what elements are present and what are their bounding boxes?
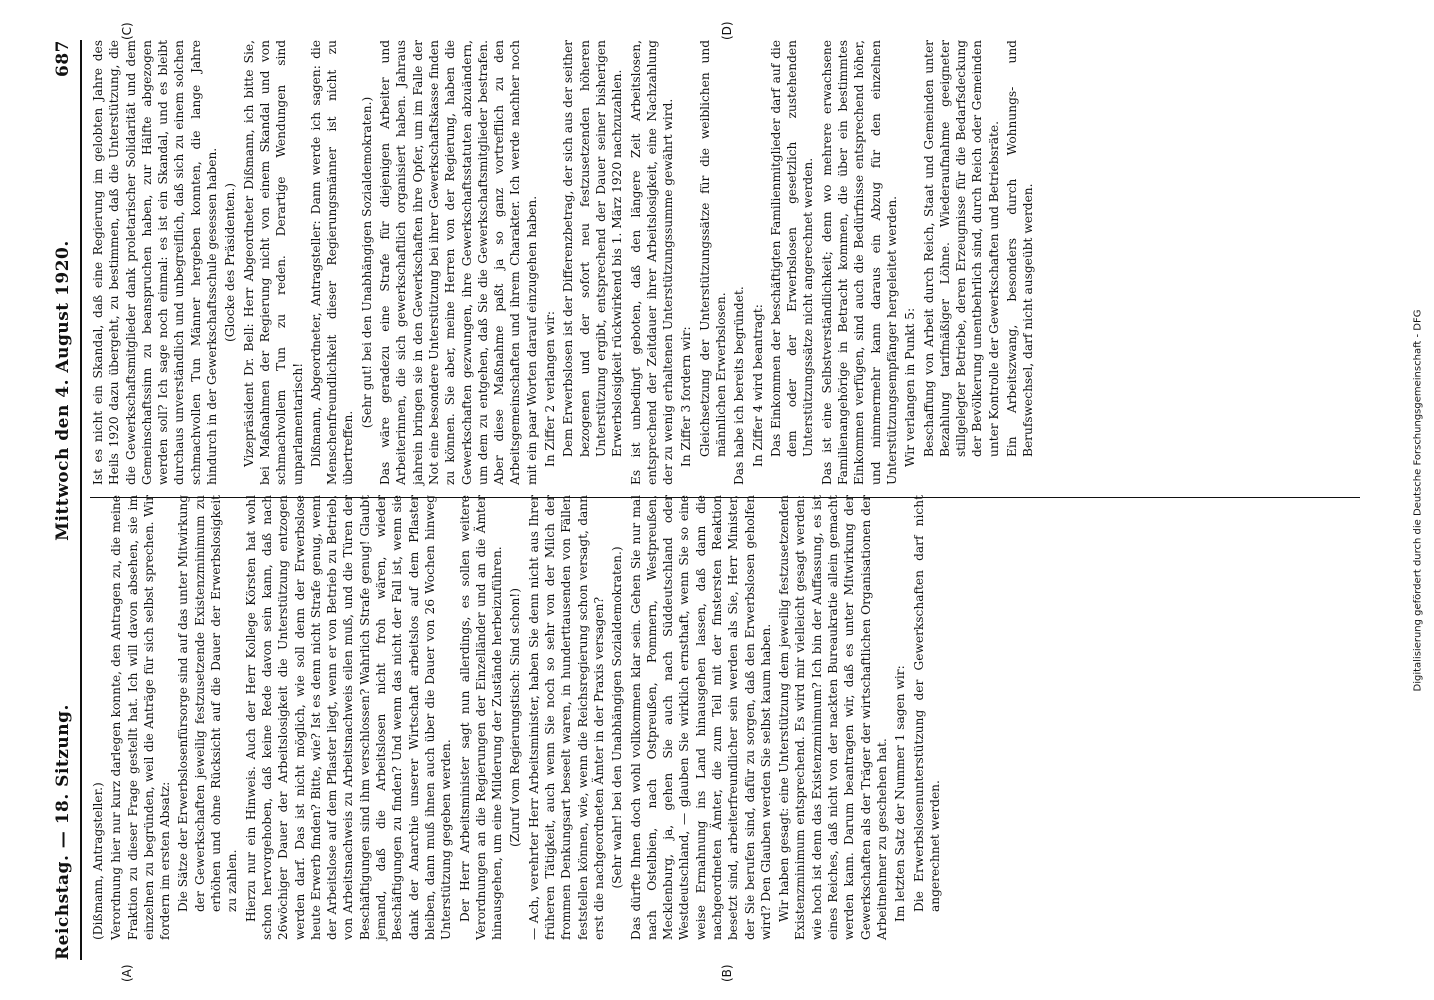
paragraph: Dem Erwerbslosen ist der Differenzbetrag, der sich aus der seither bezogenen und der sofort neu festzusetzenden höheren Unterstützung ergibt, entsprechend der Dauer seiner bisherigen Erwerbslosigkeit rückwirkend bis 1. März 1920 nachzuzahlen. [561, 40, 625, 457]
paragraph: Ein Arbeitszwang, besonders durch Wohnungs- und Berufswechsel, darf nicht ausgeübt werden. [1005, 40, 1036, 457]
digitization-note [1404, 20, 1432, 980]
header-left: Reichstag. — 18. Sitzung. [53, 704, 73, 960]
paragraph: (Glocke des Präsidenten.) [223, 182, 238, 343]
paragraph: Vizepräsident Dr. Bell: Herr Abgeordneter Dißmann, ich bitte Sie, bei Maßnahmen der Regierung nicht von einem Skandal und von schmachvollem Tun zu reden. Derartige Wendungen sind unparlamentarisch! [241, 40, 305, 485]
paragraph: (Dißmann, Antragsteller.) [91, 782, 105, 940]
header-rule [80, 40, 82, 960]
paragraph: Hierzu nur ein Hinweis. Auch der Herr Kollege Körsten hat wohl schon hervorgehoben, daß keine Rede davon sein kann, daß nach 26wöchiger Dauer der Arbeitslosigkeit die Unterstützung entzogen werden darf. Das ist nicht möglich, wie soll denn der Erwerbslose heute Erwerb finden? Bitte, wie? Ist es denn nicht Strafe genug, wenn der Arbeitslose auf dem Pflaster liegt, wenn er von Betrieb zu Betrieb, von Arbeitsnachweis zu Arbeitsnachweis eilen muß, und die Türen der Beschäftigungen sind ihm verschlossen? Wahrlich Strafe genug! Glaubt jemand, daß die Arbeitslosen nicht froh wären, wieder Beschäftigungen zu finden? Und wenn das nicht der Fall ist, wenn sie dank der Anarchie unserer Wirtschaft arbeitslos auf dem Pflaster bleiben, dann muß ihnen auch über die Dauer von 26 Wochen hinweg Unterstützung gegeben werden. [243, 495, 454, 940]
column-rule [90, 497, 1360, 498]
paragraph: Im letzten Satz der Nummer 1 sagen wir: [893, 665, 908, 922]
page-header [48, 40, 78, 960]
paragraph: (Sehr wahr! bei den Unabhängigen Sozialdemokraten.) [610, 546, 625, 889]
left-column [90, 495, 945, 940]
paragraph: Der Herr Arbeitsminister sagt nun allerdings, es sollen weitere Verordnungen an die Regierungen der Einzelländer und an die Ämter hinausgehen, um eine Milderung der Zustände herbeizuführen. [457, 495, 505, 940]
paragraph: Das ist eine Selbstverständlichkeit; denn wo mehrere erwachsene Familienangehörige in Betracht kommen, die über ein bestimmtes Einkommen verfügen, sind auch die Bedürfnisse entsprechend höher, und nimmermehr kann daraus ein Abzug für den einzelnen Unterstützungsempfänger hergeleitet werden. [819, 40, 899, 485]
right-column [90, 40, 1039, 485]
paragraph: Beschaffung von Arbeit durch Reich, Staat und Gemeinden unter Bezahlung tarifmäßiger Löhne. Wiederaufnahme geeigneter stillgelegter Betriebe, deren Erzeugnisse für die Bedarfsdeckung der Bevölkerung unentbehrlich sind, durch Reich oder Gemeinden unter Kontrolle der Gewerkschaften und Betriebsräte. [921, 40, 1001, 457]
paragraph: Verordnung hier nur kurz darlegen konnte, den Antragen zu, die meine Fraktion zu dieser Frage gestellt hat. Ich will davon absehen, sie im einzelnen zu begründen, weil die Anträge für sich selbst sprechen. Wir fordern im ersten Absatz: [109, 495, 173, 940]
paragraph: Ist es nicht ein Skandal, daß eine Regierung im gelobten Jahre des Heils 1920 dazu übergeht, zu bestimmen, daß die Unterstützung, die die Gewerkschaftsmitglieder dank proletarischer Solidarität und dem Gemeinschaftssinn zu beanspruchen haben, zur Hälfte abgezogen werden soll? Ich sage noch einmal: es ist ein Skandal, und es bleibt durchaus unverständlich und unbegreiflich, daß sich zu einem solchen schmachvollen Tun Männer hergeben konnten, die lange Jahre hindurch in der Gewerkschaftsschule gesessen haben. [91, 40, 220, 485]
header-date: Mittwoch den 4. August 1920. [53, 240, 73, 541]
paragraph: (Zuruf vom Regierungstisch: Sind schon!) [508, 588, 523, 847]
margin-marker-d: (D) [720, 21, 734, 40]
paragraph: — Ach, verehrter Herr Arbeitsminister, haben Sie denn nicht aus Ihrer früheren Tätigkeit, auch wenn Sie noch so sehr von der Milch der frommen Denkungsart beseelt waren, in hunderttausenden von Fällen feststellen können, wie, wenn die Reichsregierung schon versagt, dann erst die nachgeordneten Ämter in der Praxis versagen? [526, 495, 606, 940]
paragraph: Das habe ich bereits begründet. [732, 286, 747, 485]
paragraph: Gleichsetzung der Unterstützungssätze für die weiblichen und männlichen Erwerbslosen. [697, 40, 728, 457]
paragraph: Die Sätze der Erwerbslosenfürsorge sind auf das unter Mitwirkung der Gewerkschaften jeweilig festzusetzende Existenzminimum zu erhöhen und ohne Rücksicht auf die Dauer der Erwerbslosigkeit zu zahlen. [176, 495, 240, 912]
margin-marker-c: (C) [120, 22, 134, 40]
paragraph: Die Erwerbslosenunterstützung der Gewerkschaften darf nicht angerechnet werden. [911, 495, 942, 912]
paragraph: In Ziffer 3 fordern wir: [679, 326, 694, 467]
margin-marker-b: (B) [720, 964, 734, 982]
paragraph: Wir verlangen in Punkt 5: [903, 307, 918, 467]
paragraph: (Sehr gut! bei den Unabhängigen Sozialdemokraten.) [359, 96, 374, 429]
paragraph: Das wäre geradezu eine Strafe für diejenigen Arbeiter und Arbeiterinnen, die sich gewerkschaftlich organisiert haben. Jahraus jahrein bringen sie in den Gewerkschaften ihre Opfer, um im Falle der Not eine besondere Unterstützung bei ihrer Gewerkschaftskasse finden zu können. Sie aber, meine Herren von der Regierung, haben die Gewerkschaften gezwungen, ihre Gewerkschaftsstatuten abzuändern, um dem zu entgehen, daß Sie die Gewerkschaftsmitglieder bestrafen. Aber diese Maßnahme paßt ja so ganz vortrefflich zu den Arbeitsgemeinschaften und ihrem Charakter. Ich werde nachher noch mit ein paar Worten darauf einzugehen haben. [378, 40, 539, 485]
paragraph: Wir haben gesagt: eine Unterstützung dem jeweilig festzusetzenden Existenzminimum entsprechend. Es wird mir vielleicht gesagt werden: wie hoch ist denn das Existenzminimum? Ich bin der Auffassung, es ist eines Reiches, daß nicht von der nackten Bureaukratie allein gemacht werden kann. Darum beantragen wir, daß es unter Mitwirkung der Gewerkschaften als der Träger der wirtschaftlichen Organisationen der Arbeitnehmer zu geschehen hat. [777, 495, 889, 940]
paragraph: Dißmann, Abgeordneter, Antragsteller: Dann werde ich sagen: die Menschenfreundlichkeit dieser Regierungsmänner ist nicht zu übertreffen. [308, 40, 356, 485]
page-number: 687 [53, 40, 73, 77]
paragraph: In Ziffer 2 verlangen wir: [543, 310, 558, 467]
paragraph: Das dürfte Ihnen doch wohl vollkommen klar sein. Gehen Sie nur mal nach Ostelbien, nach Ostpreußen, Pommern, Westpreußen, Mecklenburg, ja, gehen Sie auch nach Süddeutschland oder Westdeutschland, — glauben Sie wirklich ernsthaft, wenn Sie so eine weise Ermahnung ins Land hinausgehen lassen, daß dann die nachgeordneten Ämter, die zum Teil mit der finstersten Reaktion besetzt sind, arbeiterfreundlicher sein werden als Sie, Herr Minister, der Sie berufen sind, dafür zu sorgen, daß den Erwerbslosen geholfen wird? Den Glauben werden Sie selbst kaum haben. [628, 495, 773, 940]
paragraph: Das Einkommen der beschäftigten Familienmitglieder darf auf die dem oder der Erwerbslosen gesetzlich zustehenden Unterstützungssätze nicht angerechnet werden. [768, 40, 816, 457]
digitization-text: Digitalisierung gefördert durch die Deutsche Forschungsgemeinschaft - DFG [1412, 308, 1424, 692]
paragraph: In Ziffer 4 wird beantragt: [750, 304, 765, 467]
paragraph: Es ist unbedingt geboten, daß den längere Zeit Arbeitslosen, entsprechend der Zeitdauer ihrer Arbeitslosigkeit, eine Nachzahlung der zu wenig erhaltenen Unterstützungssumme gewährt wird. [628, 40, 676, 485]
margin-marker-a: (A) [120, 964, 134, 982]
